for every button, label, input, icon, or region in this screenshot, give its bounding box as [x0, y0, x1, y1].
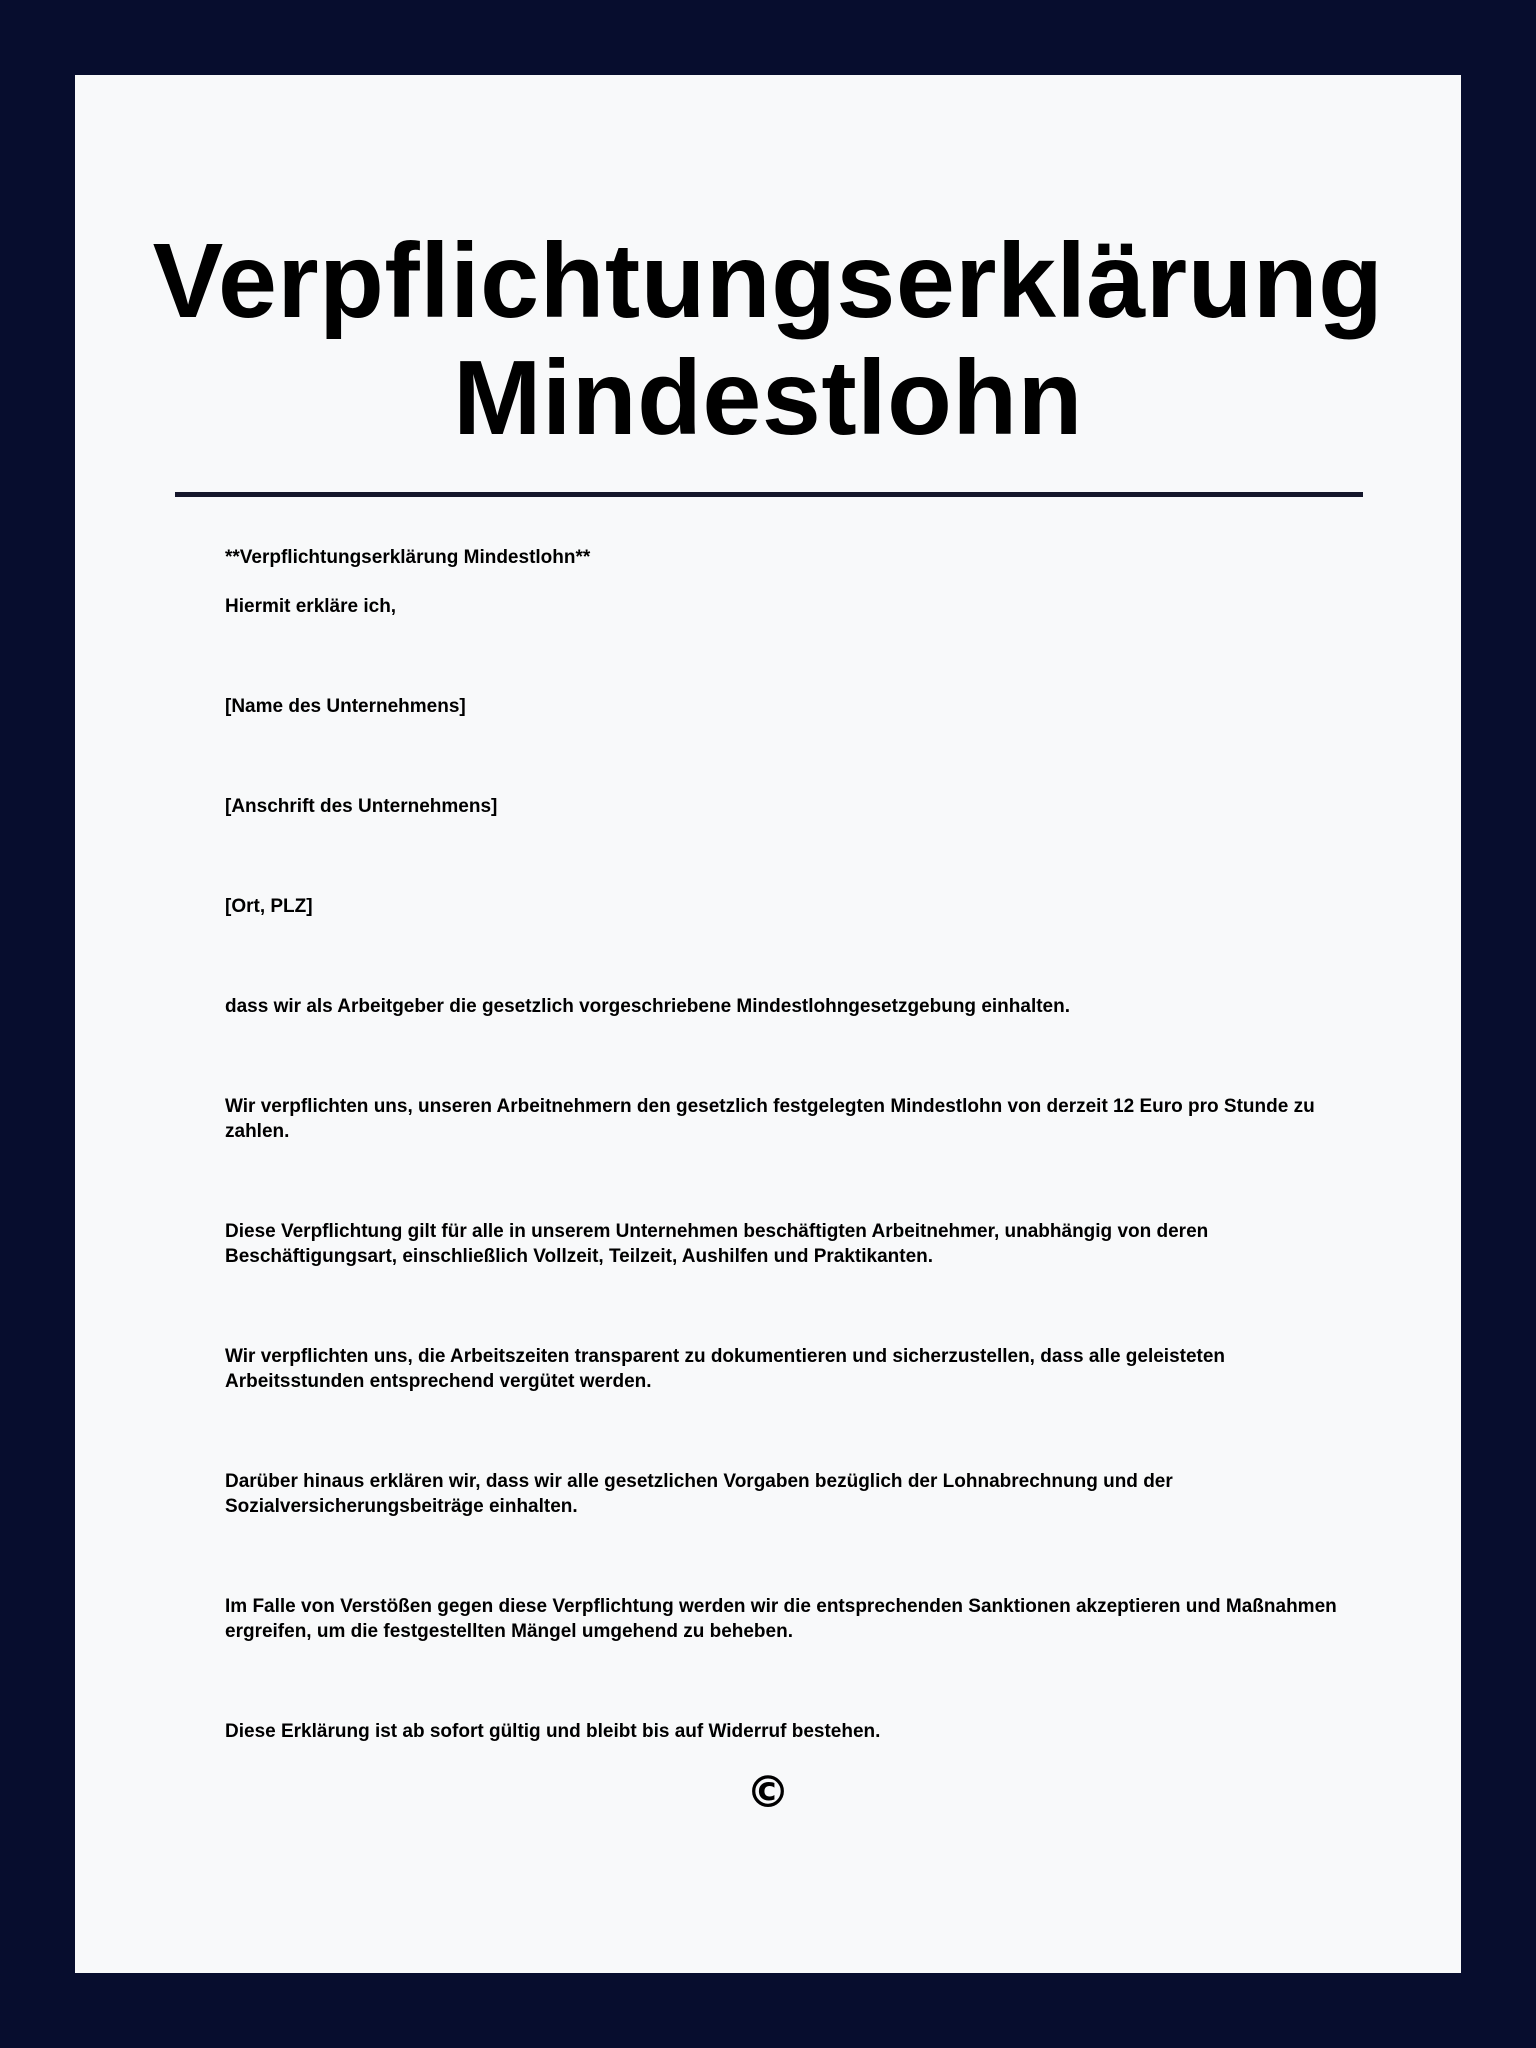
paragraph-city-zip: [Ort, PLZ]: [225, 896, 313, 917]
paragraph-scope: Diese Verpflichtung gilt für alle in unserem Unternehmen beschäftigten Arbeitnehmer, unabhängig von deren Beschäftigungsart, einschließlich Vollzeit, Teilzeit, Aushilfen und Praktikanten.: [225, 1221, 1209, 1267]
body-heading: **Verpflichtungserklärung Mindestlohn**: [225, 547, 591, 568]
title-divider: [175, 492, 1363, 497]
title-line-1: Verpflichtungserklärung: [152, 222, 1384, 340]
paragraph-company-address: [Anschrift des Unternehmens]: [225, 796, 498, 817]
document-page: [75, 75, 1461, 1973]
paragraph-payroll: Darüber hinaus erklären wir, dass wir alle gesetzlichen Vorgaben bezüglich der Lohnabrechnung und der Sozialversicherungsbeiträge einhalten.: [225, 1471, 1173, 1517]
document-body: [225, 545, 1365, 1744]
paragraph-company-name: [Name des Unternehmens]: [225, 696, 466, 717]
title-line-2: Mindestlohn: [453, 339, 1083, 457]
paragraph-intro: Hiermit erkläre ich,: [225, 596, 397, 617]
paragraph-wage-commitment: Wir verpflichten uns, unseren Arbeitnehmern den gesetzlich festgelegten Mindestlohn von derzeit 12 Euro pro Stunde zu zahlen.: [225, 1096, 1315, 1142]
page-title: [75, 223, 1461, 457]
paragraph-time-records: Wir verpflichten uns, die Arbeitszeiten transparent zu dokumentieren und sicherzustellen, dass alle geleisteten Arbeitsstunden entsprechend vergütet werden.: [225, 1346, 1226, 1392]
paragraph-validity: Diese Erklärung ist ab sofort gültig und bleibt bis auf Widerruf bestehen.: [225, 1721, 881, 1742]
copyright-icon: ©: [746, 1767, 790, 1818]
paragraph-compliance: dass wir als Arbeitgeber die gesetzlich vorgeschriebene Mindestlohngesetzgebung einhalten.: [225, 996, 1070, 1017]
paragraph-sanctions: Im Falle von Verstößen gegen diese Verpflichtung werden wir die entsprechenden Sanktionen akzeptieren und Maßnahmen ergreifen, um die festgestellten Mängel umgehend zu beheben.: [225, 1596, 1337, 1642]
